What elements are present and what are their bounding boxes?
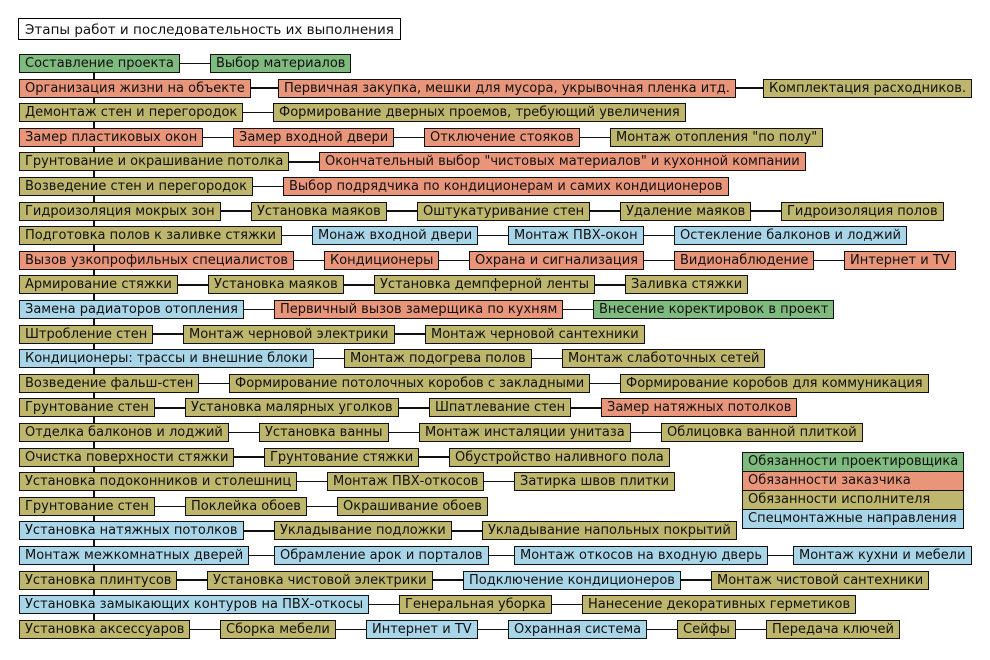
connector-line	[433, 579, 463, 581]
sub-step-box: Монтаж слаботочных сетей	[562, 349, 765, 368]
main-stage-box: Гидроизоляция мокрых зон	[19, 202, 221, 221]
legend-item-contractor: Обязанности исполнителя	[743, 491, 963, 510]
connector-line	[253, 186, 283, 188]
connector-line	[419, 456, 449, 458]
legend	[742, 452, 964, 529]
main-stage-box: Грунтование стен	[19, 497, 155, 516]
main-stage-box: Замер пластиковых окон	[19, 128, 203, 147]
connector-line	[155, 506, 185, 508]
connector-line	[452, 530, 482, 532]
connector-line	[387, 210, 417, 212]
connector-line	[395, 333, 425, 335]
connector-line	[478, 629, 508, 631]
sub-step-box: Выбор материалов	[210, 54, 351, 73]
connector-line	[344, 284, 374, 286]
sub-step-box: Формирование дверных проемов, требующий увеличения	[273, 103, 686, 122]
sub-step-box: Облицовка ванной плиткой	[661, 423, 863, 442]
main-stage-box: Грунтование и окрашивание потолка	[19, 152, 289, 171]
connector-line	[590, 210, 620, 212]
sub-step-box: Установка ванны	[259, 423, 389, 442]
sub-step-box: Монтаж кухни и мебели	[793, 546, 972, 565]
connector-line	[244, 530, 274, 532]
connector-line	[243, 112, 273, 114]
connector-line	[294, 260, 324, 262]
sub-step-box: Замер входной двери	[233, 128, 394, 147]
connector-line	[439, 260, 469, 262]
connector-line	[297, 481, 327, 483]
connector-line	[563, 309, 593, 311]
sub-step-box: Сборка мебели	[220, 620, 336, 639]
sub-step-box: Генеральная уборка	[399, 595, 552, 614]
connector-line	[251, 87, 278, 89]
sub-step-box: Внесение коректировок в проект	[593, 300, 834, 319]
sub-step-box: Монтаж подогрева полов	[344, 349, 532, 368]
sub-step-box: Монтаж отопления "по полу"	[610, 128, 823, 147]
connector-line	[199, 383, 229, 385]
main-stage-box: Установка плинтусов	[19, 571, 177, 590]
main-stage-box: Установка аксессуаров	[19, 620, 190, 639]
legend-item-design: Обязанности проектировщика	[743, 453, 963, 472]
connector-line	[399, 407, 429, 409]
connector-line	[489, 555, 514, 557]
sub-step-box: Интернет и TV	[366, 620, 478, 639]
sub-step-box: Установка малярных уголков	[185, 398, 399, 417]
connector-line	[552, 604, 582, 606]
main-stage-box: Составление проекта	[19, 54, 180, 73]
connector-line	[155, 407, 185, 409]
connector-line	[249, 555, 274, 557]
sub-step-box: Установка маяков	[251, 202, 387, 221]
connector-line	[644, 260, 674, 262]
connector-line	[478, 235, 508, 237]
sub-step-box: Подключение кондиционеров	[463, 571, 681, 590]
connector-line	[736, 629, 766, 631]
connector-line	[177, 579, 207, 581]
main-stage-box: Вызов узкопрофильных специалистов	[19, 251, 294, 270]
main-stage-box: Установка натяжных потолков	[19, 521, 244, 540]
connector-line	[814, 260, 844, 262]
connector-line	[234, 456, 264, 458]
sub-step-box: Первичная закупка, мешки для мусора, укрывочная пленка итд.	[278, 79, 736, 98]
sub-step-box: Охрана и сигнализация	[469, 251, 644, 270]
main-stage-box: Очистка поверхности стяжки	[19, 448, 234, 467]
main-stage-box: Армирование стяжки	[19, 275, 178, 294]
sub-step-box: Установка маяков	[208, 275, 344, 294]
main-stage-box: Установка подоконников и столешниц	[19, 472, 297, 491]
sub-step-box: Окрашивание обоев	[337, 497, 488, 516]
connector-line	[590, 383, 620, 385]
sub-step-box: Отключение стояков	[424, 128, 580, 147]
sub-step-box: Монтаж черновой сантехники	[425, 325, 645, 344]
main-stage-box: Установка замыкающих контуров на ПВХ-откосы	[19, 595, 369, 614]
main-stage-box: Отделка балконов и лоджий	[19, 423, 229, 442]
connector-line	[389, 432, 419, 434]
sub-step-box: Остекление балконов и лоджий	[674, 226, 907, 245]
main-stage-box: Возведение стен и перегородок	[19, 177, 253, 196]
main-stage-box: Замена радиаторов отопления	[19, 300, 244, 319]
connector-line	[336, 629, 366, 631]
sub-step-box: Видионаблюдение	[674, 251, 814, 270]
sub-step-box: Формирование коробов для коммуникация	[620, 374, 929, 393]
connector-line	[484, 481, 514, 483]
sub-step-box: Обрамление арок и порталов	[274, 546, 489, 565]
sub-step-box: Оштукатуривание стен	[417, 202, 590, 221]
sub-step-box: Передача ключей	[766, 620, 900, 639]
main-stage-box: Организация жизни на объекте	[19, 79, 251, 98]
connector-line	[178, 284, 208, 286]
sub-step-box: Монаж входной двери	[312, 226, 478, 245]
main-stage-box: Подготовка полов к заливке стяжки	[19, 226, 282, 245]
sub-step-box: Сейфы	[677, 620, 736, 639]
sub-step-box: Монтаж инсталяции унитаза	[419, 423, 631, 442]
sub-step-box: Установка демпферной ленты	[374, 275, 595, 294]
main-stage-box: Демонтаж стен и перегородок	[19, 103, 243, 122]
connector-line	[595, 284, 625, 286]
connector-line	[180, 63, 210, 65]
sub-step-box: Замер натяжных потолков	[601, 398, 797, 417]
sub-step-box: Укладывание напольных покрытий	[482, 521, 737, 540]
legend-item-client: Обязанности заказчика	[743, 472, 963, 491]
sub-step-box: Поклейка обоев	[185, 497, 307, 516]
main-stage-box: Монтаж межкомнатных дверей	[19, 546, 249, 565]
sub-step-box: Укладывание подложки	[274, 521, 452, 540]
sub-step-box: Окончательный выбор "чистовых материалов" и кухонной компании	[319, 152, 806, 171]
sub-step-box: Удаление маяков	[620, 202, 751, 221]
connector-line	[571, 407, 601, 409]
connector-line	[394, 137, 424, 139]
sub-step-box: Обустройство наливного пола	[449, 448, 670, 467]
sub-step-box: Монтаж чистовой сантехники	[711, 571, 929, 590]
sub-step-box: Монтаж ПВХ-окон	[508, 226, 644, 245]
connector-line	[751, 210, 781, 212]
connector-line	[153, 333, 183, 335]
sub-step-box: Грунтование стяжки	[264, 448, 419, 467]
sub-step-box: Нанесение декоративных герметиков	[582, 595, 856, 614]
sub-step-box: Интернет и TV	[844, 251, 956, 270]
main-stage-box: Возведение фальш-стен	[19, 374, 199, 393]
connector-line	[647, 629, 677, 631]
connector-line	[369, 604, 399, 606]
legend-item-special: Спецмонтажные направления	[743, 510, 963, 528]
sub-step-box: Шпатлевание стен	[429, 398, 571, 417]
sub-step-box: Формирование потолочных коробов с закладными	[229, 374, 590, 393]
sub-step-box: Установка чистовой электрики	[207, 571, 433, 590]
sub-step-box: Монтаж откосов на входную дверь	[514, 546, 768, 565]
sub-step-box: Монтаж черновой электрики	[183, 325, 395, 344]
sub-step-box: Охранная система	[508, 620, 647, 639]
connector-line	[631, 432, 661, 434]
main-stage-box: Кондиционеры: трассы и внешние блоки	[19, 349, 314, 368]
sub-step-box: Затирка швов плитки	[514, 472, 675, 491]
connector-line	[282, 235, 312, 237]
sub-step-box: Первичный вызов замерщика по кухням	[274, 300, 563, 319]
connector-line	[681, 579, 711, 581]
connector-line	[307, 506, 337, 508]
connector-line	[736, 87, 763, 89]
connector-line	[203, 137, 233, 139]
connector-line	[190, 629, 220, 631]
connector-line	[314, 358, 344, 360]
connector-line	[580, 137, 610, 139]
sub-step-box: Кондиционеры	[324, 251, 439, 270]
connector-line	[768, 555, 793, 557]
connector-line	[532, 358, 562, 360]
connector-line	[229, 432, 259, 434]
diagram-title: Этапы работ и последовательность их выполнения	[18, 18, 401, 40]
sub-step-box: Заливка стяжки	[625, 275, 748, 294]
sub-step-box: Монтаж ПВХ-откосов	[327, 472, 484, 491]
connector-line	[644, 235, 674, 237]
connector-line	[244, 309, 274, 311]
connector-line	[221, 210, 251, 212]
sub-step-box: Комплектация расходников.	[763, 79, 972, 98]
main-stage-box: Штробление стен	[19, 325, 153, 344]
sub-step-box: Гидроизоляция полов	[781, 202, 944, 221]
connector-line	[289, 161, 319, 163]
sub-step-box: Выбор подрядчика по кондиционерам и самих кондиционеров	[283, 177, 729, 196]
main-stage-box: Грунтование стен	[19, 398, 155, 417]
